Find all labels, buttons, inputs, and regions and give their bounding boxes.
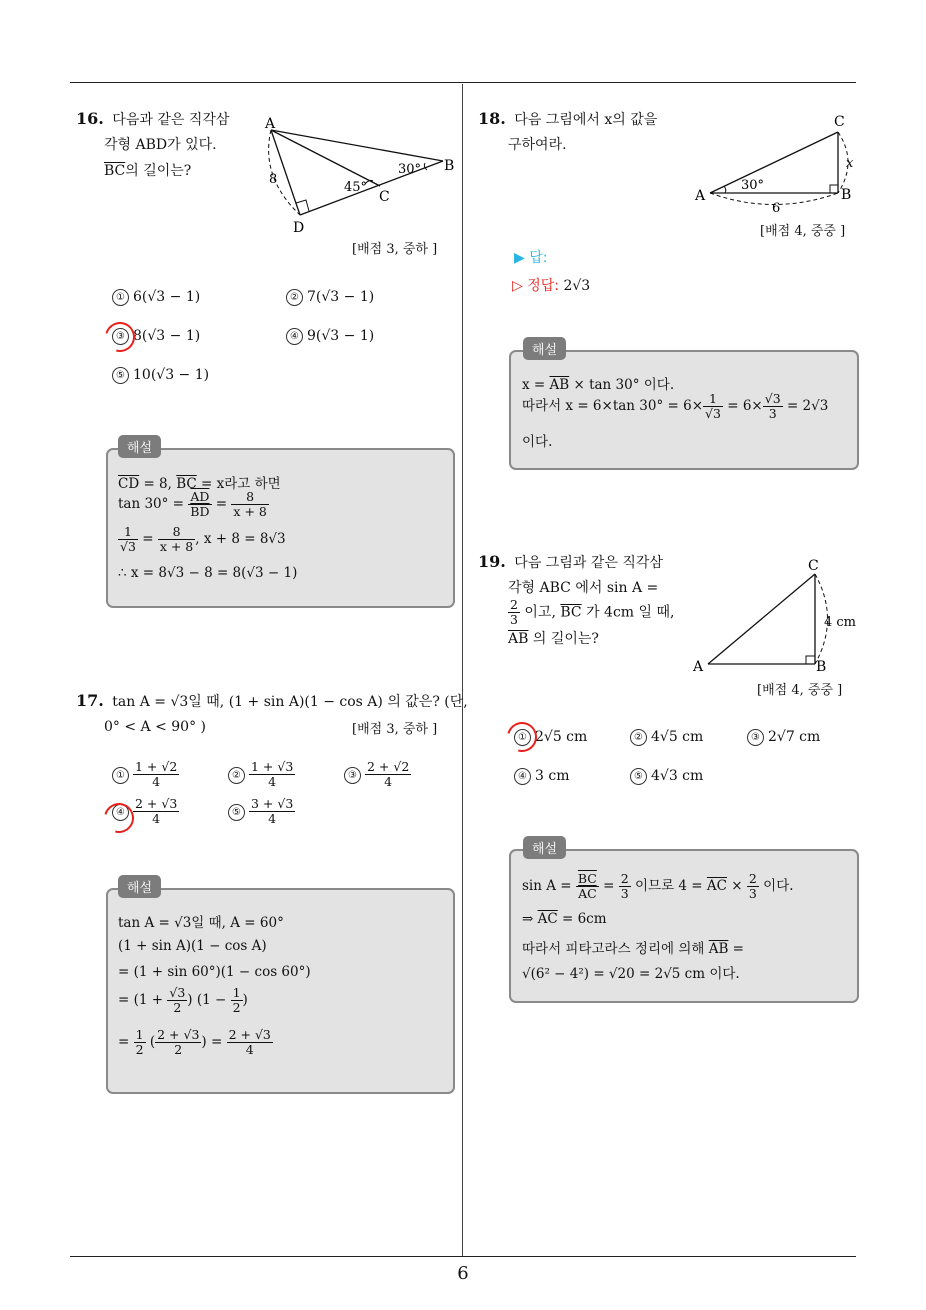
question-number: 16. bbox=[76, 109, 104, 128]
correct-answer bbox=[512, 275, 590, 295]
segment-label: $\overline{BC}$ bbox=[560, 604, 582, 621]
option-2[interactable] bbox=[630, 729, 703, 746]
vertex-b-label: B bbox=[816, 659, 827, 675]
question-number: 17. bbox=[76, 691, 104, 710]
solution-text: sin A = bbox=[522, 878, 576, 894]
triangle-figure bbox=[690, 110, 860, 215]
solution-text: = bbox=[728, 941, 744, 957]
top-rule bbox=[70, 82, 856, 83]
segment-label: $\overline{BC}$ bbox=[176, 476, 197, 492]
question-text: 각형 ABD가 있다. bbox=[104, 137, 217, 153]
vertex-b-label: B bbox=[444, 158, 455, 174]
solution-text: = x라고 하면 bbox=[196, 476, 281, 492]
segment-label: $\overline{AC}$ bbox=[706, 878, 728, 894]
fraction: $\frac{1}{√3}$ bbox=[120, 524, 136, 554]
angle-label-45: 45° bbox=[344, 180, 368, 195]
question-text: 의 길이는? bbox=[528, 631, 599, 647]
fraction: $\frac{2 + √3}{2}$ bbox=[157, 1027, 200, 1057]
option-number: ① bbox=[112, 289, 129, 306]
solution-text: = bbox=[211, 496, 232, 512]
option-number: ② bbox=[630, 729, 647, 746]
solution-text: = bbox=[598, 878, 619, 894]
fraction: $\frac{3 + √3}{4}$ bbox=[251, 796, 294, 826]
score-label: [배점 4, 중중 ] bbox=[757, 683, 843, 698]
fraction: $\frac{\overline{BC}}{AC}$ bbox=[577, 871, 597, 901]
solution-text: 이므로 4 = bbox=[630, 878, 707, 894]
answer-label: ▶ 답: bbox=[514, 250, 548, 266]
option-2[interactable] bbox=[286, 289, 374, 306]
solution-text: ) = bbox=[201, 1034, 227, 1050]
option-text: 4√3 cm bbox=[651, 768, 704, 784]
base-label: 6 bbox=[772, 201, 781, 215]
solution-text: = 6× bbox=[722, 398, 763, 414]
option-3[interactable] bbox=[747, 729, 820, 746]
fraction: $\frac{2 + √2}{4}$ bbox=[367, 759, 410, 789]
question-text: 다음과 같은 직각삼 bbox=[112, 112, 230, 128]
angle-label-30: 30° bbox=[398, 162, 422, 177]
solution-text: = (1 + bbox=[118, 992, 168, 1008]
fraction: $\frac{√3}{3}$ bbox=[764, 391, 781, 421]
score-label: [배점 3, 중하 ] bbox=[352, 242, 438, 257]
triangle-figure bbox=[690, 556, 860, 676]
option-text: 4√5 cm bbox=[651, 729, 704, 745]
correct-label: ▷ 정답: bbox=[512, 278, 559, 294]
option-4[interactable] bbox=[286, 328, 374, 345]
solution-label: 해설 bbox=[523, 836, 566, 859]
fraction: $\frac{1 + √2}{4}$ bbox=[135, 759, 178, 789]
option-text: 10(√3 − 1) bbox=[133, 367, 210, 383]
option-number: ④ bbox=[112, 804, 129, 821]
question-text: 각형 ABC 에서 sin A = bbox=[508, 580, 659, 596]
option-text: 7(√3 − 1) bbox=[307, 289, 375, 305]
option-number: ② bbox=[286, 289, 303, 306]
score-label: [배점 4, 중중 ] bbox=[760, 224, 846, 239]
answer-mark bbox=[502, 717, 543, 758]
option-5[interactable] bbox=[228, 797, 295, 826]
bottom-rule bbox=[70, 1256, 856, 1257]
solution-text: , x + 8 = 8√3 bbox=[195, 531, 286, 547]
option-text: 6(√3 − 1) bbox=[133, 289, 201, 305]
score-label: [배점 3, 중하 ] bbox=[352, 722, 438, 737]
question-text: 다음 그림에서 x의 값을 bbox=[514, 112, 658, 128]
solution-text: ⇒ bbox=[522, 911, 538, 927]
option-text: 3 cm bbox=[535, 768, 570, 784]
segment-label: $\overline{AB}$ bbox=[549, 377, 570, 393]
answer-mark bbox=[100, 317, 141, 358]
vertex-a-label: A bbox=[693, 659, 704, 675]
solution-text: = 2√3 bbox=[782, 398, 829, 414]
solution-text: × tan 30° 이다. bbox=[569, 377, 675, 393]
fraction: $\frac{8}{x + 8}$ bbox=[233, 489, 267, 519]
option-number: ⑤ bbox=[228, 804, 245, 821]
question-number: 18. bbox=[478, 109, 506, 128]
fraction: $\frac{√3}{2}$ bbox=[169, 985, 186, 1015]
solution-text: √(6² − 4²) = √20 = 2√5 cm 이다. bbox=[522, 966, 740, 982]
solution-text: ( bbox=[145, 1034, 156, 1050]
vertex-c-label: C bbox=[379, 189, 390, 205]
option-2[interactable] bbox=[228, 760, 295, 789]
vertex-c-label: C bbox=[808, 558, 819, 574]
fraction: $\frac{1}{√3}$ bbox=[705, 391, 721, 421]
segment-label: $\overline{AB}$ bbox=[708, 941, 729, 957]
option-text: 8(√3 − 1) bbox=[133, 328, 201, 344]
solution-text: tan A = √3일 때, A = 60° bbox=[118, 915, 284, 931]
question-text: 가 4cm 일 때, bbox=[581, 604, 675, 621]
fraction: $\frac{1 + √3}{4}$ bbox=[251, 759, 294, 789]
solution-text: ∴ x = 8√3 − 8 = 8(√3 − 1) bbox=[118, 565, 298, 581]
correct-value: 2√3 bbox=[563, 278, 591, 294]
solution-text: = bbox=[137, 531, 158, 547]
vertex-a-label: A bbox=[265, 116, 276, 132]
solution-text: × bbox=[727, 878, 747, 894]
question-number: 19. bbox=[478, 552, 506, 571]
solution-text: = (1 + sin 60°)(1 − cos 60°) bbox=[118, 964, 311, 980]
fraction: $\frac{2 + √3}{4}$ bbox=[135, 796, 178, 826]
solution-label: 해설 bbox=[523, 337, 566, 360]
vertex-d-label: D bbox=[293, 220, 305, 236]
column-divider bbox=[462, 84, 463, 1256]
question-text: 구하여라. bbox=[508, 137, 567, 153]
option-number: ① bbox=[112, 767, 129, 784]
segment-label: $\overline{AB}$ bbox=[508, 631, 529, 647]
solution-text: tan 30° = bbox=[118, 496, 189, 512]
option-number: ③ bbox=[747, 729, 764, 746]
option-number: ④ bbox=[286, 328, 303, 345]
segment-label: $\overline{CD}$ bbox=[118, 476, 140, 492]
fraction: $\frac{2}{3}$ bbox=[748, 871, 757, 901]
option-text: 2√7 cm bbox=[768, 729, 821, 745]
option-number: ④ bbox=[514, 768, 531, 785]
angle-label: 30° bbox=[741, 178, 765, 193]
side-label: 8 bbox=[269, 172, 278, 187]
triangle-figure bbox=[255, 112, 460, 240]
fraction: $\frac{8}{x + 8}$ bbox=[159, 524, 194, 554]
vertex-a-label: A bbox=[695, 188, 706, 204]
solution-text: (1 + sin A)(1 − cos A) bbox=[118, 938, 267, 954]
solution-text: = bbox=[118, 1034, 134, 1050]
fraction: $\frac{1}{2}$ bbox=[135, 1027, 144, 1057]
segment-label: $\overline{BC}$ bbox=[104, 163, 126, 179]
option-5[interactable] bbox=[112, 367, 209, 384]
option-number: ② bbox=[228, 767, 245, 784]
solution-text: = 6cm bbox=[557, 911, 607, 927]
solution-label: 해설 bbox=[118, 435, 161, 458]
option-number: ① bbox=[514, 729, 531, 746]
solution-text: 따라서 피타고라스 정리에 의해 bbox=[522, 941, 709, 957]
solution-text: 이다. bbox=[758, 878, 794, 894]
solution-label: 해설 bbox=[118, 875, 161, 898]
question-text: tan A = √3일 때, (1 + sin A)(1 − cos A) 의 값은? (단, bbox=[112, 694, 468, 710]
fraction: $\frac{2}{3}$ bbox=[620, 871, 629, 901]
vertex-b-label: B bbox=[841, 187, 852, 203]
solution-text: ) (1 − bbox=[187, 992, 231, 1008]
side-label: 4 cm bbox=[824, 615, 857, 630]
solution-text: ) bbox=[242, 992, 248, 1008]
option-1[interactable] bbox=[112, 289, 200, 306]
solution-text: = 8, bbox=[139, 476, 177, 492]
option-text: 9(√3 − 1) bbox=[307, 328, 375, 344]
solution-text: 따라서 x = 6×tan 30° = 6× bbox=[522, 398, 704, 414]
solution-text: x = bbox=[522, 377, 550, 393]
question-text: 의 길이는? bbox=[125, 163, 192, 179]
question-text: 이고, bbox=[519, 604, 561, 621]
fraction: $\frac{\overline{AD}}{BD}$ bbox=[190, 489, 210, 519]
option-text: 2√5 cm bbox=[535, 729, 588, 745]
page-number: 6 bbox=[457, 1263, 469, 1284]
option-5[interactable] bbox=[630, 768, 703, 785]
option-number: ⑤ bbox=[112, 367, 129, 384]
side-x-label: x bbox=[846, 156, 854, 171]
fraction: $\frac{2}{3}$ bbox=[510, 597, 518, 627]
option-3[interactable] bbox=[344, 760, 411, 789]
solution-text: 이다. bbox=[522, 434, 553, 450]
segment-label: $\overline{AC}$ bbox=[537, 911, 558, 927]
fraction: $\frac{1}{2}$ bbox=[232, 985, 241, 1015]
option-number: ③ bbox=[112, 328, 129, 345]
option-1[interactable] bbox=[112, 760, 179, 789]
question-text: 다음 그림과 같은 직각삼 bbox=[514, 555, 663, 571]
fraction: $\frac{2 + √3}{4}$ bbox=[228, 1027, 271, 1057]
option-number: ③ bbox=[344, 767, 361, 784]
option-number: ⑤ bbox=[630, 768, 647, 785]
option-4[interactable] bbox=[514, 768, 569, 785]
vertex-c-label: C bbox=[834, 114, 845, 130]
question-text: 0° < A < 90° ) bbox=[104, 719, 207, 735]
